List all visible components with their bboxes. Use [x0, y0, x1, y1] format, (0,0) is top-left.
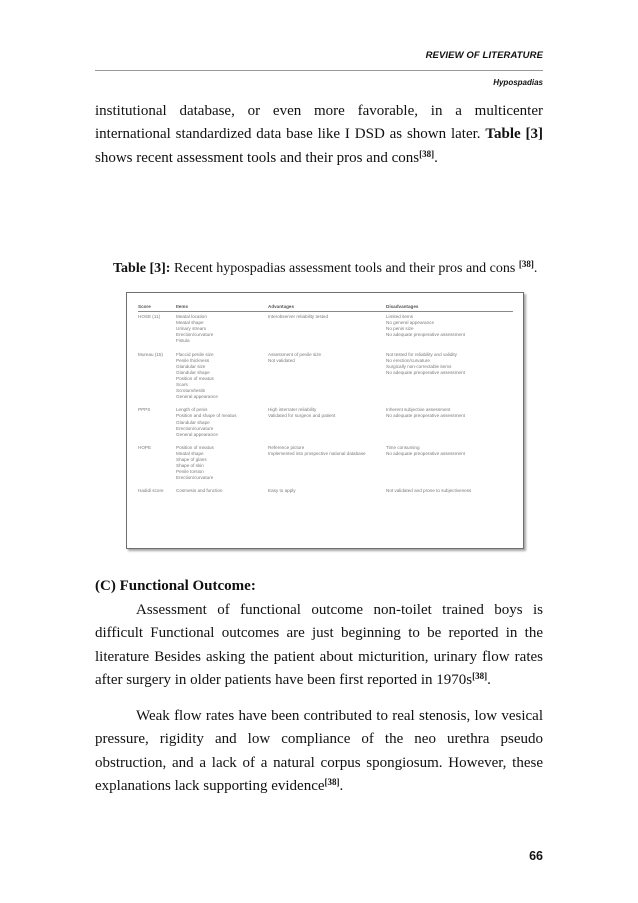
cell-line: Length of penis: [176, 407, 208, 413]
running-header-subtitle: Hypospadias: [493, 78, 543, 87]
cell-line: Scrotum/testis: [176, 388, 206, 394]
citation: [38]: [518, 259, 534, 269]
col-header-score: Score: [138, 304, 151, 309]
table-row: [138, 314, 513, 344]
cell-line: Shape of glans: [176, 456, 207, 462]
cell-line: Meatal shape: [176, 450, 204, 456]
table-body: [138, 314, 513, 494]
cell-disadvantages: [386, 352, 513, 401]
cell-line: Mureau (15): [138, 351, 164, 357]
cell-line: General appearance: [176, 394, 218, 400]
cell-items: [176, 488, 268, 494]
cell-line: Position of meatus: [176, 444, 214, 450]
cell-items: [176, 352, 268, 401]
cell-score: [138, 314, 176, 344]
table-reference: Table [3]: [485, 126, 544, 143]
section-heading: (C) Functional Outcome:: [95, 578, 256, 594]
cell-disadvantages: [386, 314, 513, 344]
citation: [38]: [419, 148, 435, 159]
caption-text: Recent hypospadias assessment tools and their pros and cons: [173, 261, 516, 276]
cell-line: No adequate preoperative assessment: [386, 332, 465, 338]
cell-line: Fistula: [176, 338, 190, 344]
cell-disadvantages: [386, 407, 513, 437]
citation: [38]: [324, 776, 340, 787]
table-row: [138, 445, 513, 482]
table-row: [138, 407, 513, 437]
cell-line: Implemented into prospective national database: [268, 450, 366, 456]
cell-advantages: [268, 407, 386, 437]
cell-line: Interobserver reliability tested: [268, 314, 329, 320]
cell-line: Position of meatus: [176, 375, 214, 381]
cell-line: PPPS: [138, 407, 151, 413]
cell-line: Position and shape of meatus: [176, 413, 237, 419]
cell-items: [176, 445, 268, 482]
page-number: 66: [529, 849, 543, 863]
p1-line-4: after surgery in older patients have been first reported in 1970s[38].: [95, 670, 491, 688]
cell-line: Not validated and prone to subjectiveness: [386, 488, 472, 494]
cell-line: Meatal location: [176, 314, 207, 320]
p2-line-4: explanations lack supporting evidence[38].: [95, 776, 344, 794]
citation: [38]: [472, 670, 488, 681]
cell-line: Not validated: [268, 357, 295, 363]
cell-line: Reference picture: [268, 444, 305, 450]
table-caption: Table [3]: Recent hypospadias assessment tools and their pros and cons [38].: [113, 259, 538, 276]
intro-line-1: institutional database, or even more favorable, in a multicenter: [95, 103, 543, 119]
table-row: [138, 352, 513, 401]
cell-line: General appearance: [176, 431, 218, 437]
cell-line: Limited items: [386, 314, 414, 320]
cell-items: [176, 314, 268, 344]
cell-score: [138, 407, 176, 437]
p1-line-3: literature Besides asking the patient about micturition, urinary flow rates: [95, 648, 543, 665]
cell-line: Inherent subjective assessment: [386, 407, 451, 413]
cell-line: Assessment of penile size: [268, 351, 322, 357]
cell-line: No erection/curvature: [386, 357, 430, 363]
caption-label: Table [3]:: [113, 261, 171, 276]
cell-line: Hadidi score: [138, 488, 164, 494]
p2-line-3: obstruction, and a lack of a natural corpus spongiosum. However, these: [95, 754, 543, 771]
cell-advantages: [268, 314, 386, 344]
cell-line: Meatal shape: [176, 320, 204, 326]
cell-line: Penile thickness: [176, 357, 210, 363]
intro-line-2: international standardized data base like I DSD as shown later. Table [3]: [95, 126, 544, 143]
cell-line: Glandular shape: [176, 419, 210, 425]
p1-line-1: Assessment of functional outcome non-toilet trained boys is: [136, 602, 543, 618]
cell-advantages: [268, 445, 386, 482]
cell-advantages: [268, 488, 386, 494]
cell-line: Scars: [176, 382, 188, 388]
cell-line: HOPE: [138, 444, 152, 450]
cell-line: Flaccid penile size: [176, 351, 214, 357]
cell-line: No adequate preoperative assessment: [386, 450, 465, 456]
cell-line: No adequate preoperative assessment: [386, 413, 465, 419]
cell-line: Penile torsion: [176, 469, 204, 475]
cell-line: Erection/curvature: [176, 425, 214, 431]
cell-line: Shape of skin: [176, 463, 204, 469]
p2-line-2: pressure, rigidity and low compliance of the neo urethra pseudo: [95, 731, 543, 748]
table-row: [138, 488, 513, 494]
col-header-advantages: Advantages: [268, 304, 295, 309]
cell-line: No penis size: [386, 326, 414, 332]
cell-score: [138, 352, 176, 401]
cell-line: Urinary stream: [176, 326, 207, 332]
p2-line-1: Weak flow rates have been contributed to real stenosis, low vesical: [136, 708, 543, 724]
cell-line: Validated for surgeon and patient: [268, 413, 336, 419]
cell-line: Cosmesis and function: [176, 488, 223, 494]
cell-line: High interrater reliability: [268, 407, 317, 413]
cell-line: No adequate preoperative assessment: [386, 369, 465, 375]
assessment-tools-table: [138, 304, 513, 501]
header-rule: [95, 70, 543, 71]
functional-outcome-paragraph-2: [95, 705, 543, 798]
cell-line: Glandular shape: [176, 369, 210, 375]
cell-line: Surgically non-correctable items: [386, 363, 452, 369]
running-header-title: REVIEW OF LITERATURE: [425, 50, 543, 61]
cell-line: Erection/curvature: [176, 475, 214, 481]
cell-score: [138, 488, 176, 494]
intro-line-3: shows recent assessment tools and their pros and cons[38].: [95, 148, 438, 166]
cell-line: HOSE (11): [138, 314, 161, 320]
cell-line: Not tested for reliability and validity: [386, 351, 457, 357]
col-header-disadvantages: Disadvantages: [386, 304, 419, 309]
cell-advantages: [268, 352, 386, 401]
table-header-row: [138, 304, 513, 312]
cell-disadvantages: [386, 488, 513, 494]
p1-line-2: difficult Functional outcomes are just beginning to be reported in the: [95, 625, 543, 642]
intro-paragraph: [95, 100, 543, 170]
cell-line: Glandular size: [176, 363, 206, 369]
cell-line: Erection/curvature: [176, 332, 214, 338]
cell-score: [138, 445, 176, 482]
functional-outcome-paragraph-1: [95, 599, 543, 692]
cell-line: Easy to apply: [268, 488, 296, 494]
cell-line: No general appearance: [386, 320, 435, 326]
assessment-tools-table-image: [126, 292, 524, 549]
cell-disadvantages: [386, 445, 513, 482]
cell-items: [176, 407, 268, 437]
col-header-items: Items: [176, 304, 189, 309]
cell-line: Time consuming: [386, 444, 420, 450]
